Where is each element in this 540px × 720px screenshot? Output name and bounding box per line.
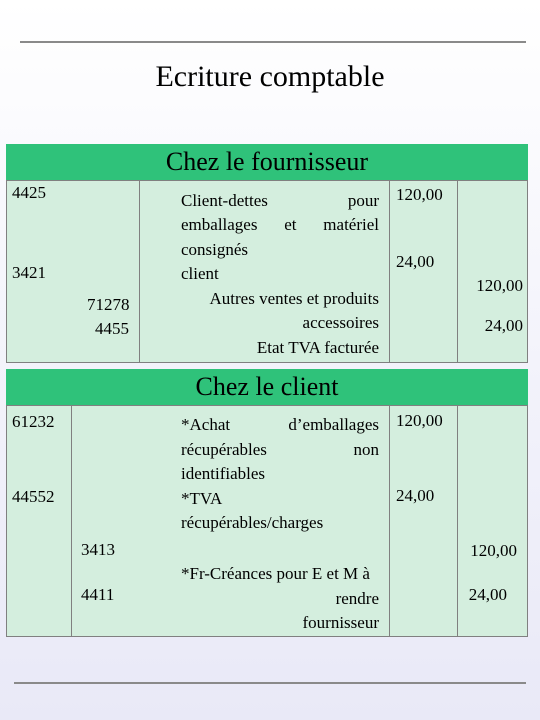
entry-label-line: accessoires xyxy=(302,313,379,332)
debit-amount: 24,00 xyxy=(396,252,435,271)
column-divider xyxy=(71,406,72,636)
debit-amount: 120,00 xyxy=(396,411,443,430)
entry-label-line: *Fr-Créances pour E et M à xyxy=(181,564,370,583)
bottom-divider xyxy=(14,682,526,684)
entry-label-line: Client-dettes pour xyxy=(181,191,379,210)
entry-label-line: client xyxy=(181,264,219,283)
entry-label-line: récupérables/charges xyxy=(181,513,324,532)
credit-account: 71278 xyxy=(87,295,130,314)
entry-label-line: *Achat d’emballages xyxy=(181,415,379,434)
entry-label-line: rendre xyxy=(335,589,379,608)
credit-amount: 120,00 xyxy=(470,541,517,560)
credit-amount: 24,00 xyxy=(484,316,523,335)
entry-label-line: fournisseur xyxy=(302,613,379,632)
entry-label-line: Autres ventes et produits xyxy=(209,289,379,308)
entry-label-line: consignés xyxy=(181,240,249,259)
client-journal-table xyxy=(6,405,528,637)
debit-amount: 24,00 xyxy=(396,486,435,505)
entry-label-line: récupérables non xyxy=(181,440,379,459)
debit-account: 44552 xyxy=(12,487,55,506)
credit-amount: 120,00 xyxy=(476,276,523,295)
column-divider xyxy=(389,181,390,362)
credit-account: 4455 xyxy=(95,319,129,338)
credit-account: 4411 xyxy=(81,585,115,604)
debit-account: 4425 xyxy=(12,183,46,202)
supplier-journal-table xyxy=(6,180,528,363)
column-divider xyxy=(457,181,458,362)
column-divider xyxy=(457,406,458,636)
page-title: Ecriture comptable xyxy=(155,60,385,93)
entry-label-line: Etat TVA facturée xyxy=(256,338,379,357)
column-divider xyxy=(139,181,140,362)
supplier-header: Chez le fournisseur xyxy=(6,144,528,180)
top-divider xyxy=(20,41,526,43)
credit-amount: 24,00 xyxy=(468,585,507,604)
entry-label-line: identifiables xyxy=(181,464,266,483)
debit-account: 3421 xyxy=(12,263,46,282)
debit-account: 61232 xyxy=(12,412,55,431)
client-header: Chez le client xyxy=(6,369,528,405)
column-divider xyxy=(389,406,390,636)
entry-label-line: *TVA xyxy=(181,489,223,508)
debit-amount: 120,00 xyxy=(396,185,443,204)
entry-label-line: emballages et matériel xyxy=(181,215,379,234)
credit-account: 3413 xyxy=(81,540,115,559)
